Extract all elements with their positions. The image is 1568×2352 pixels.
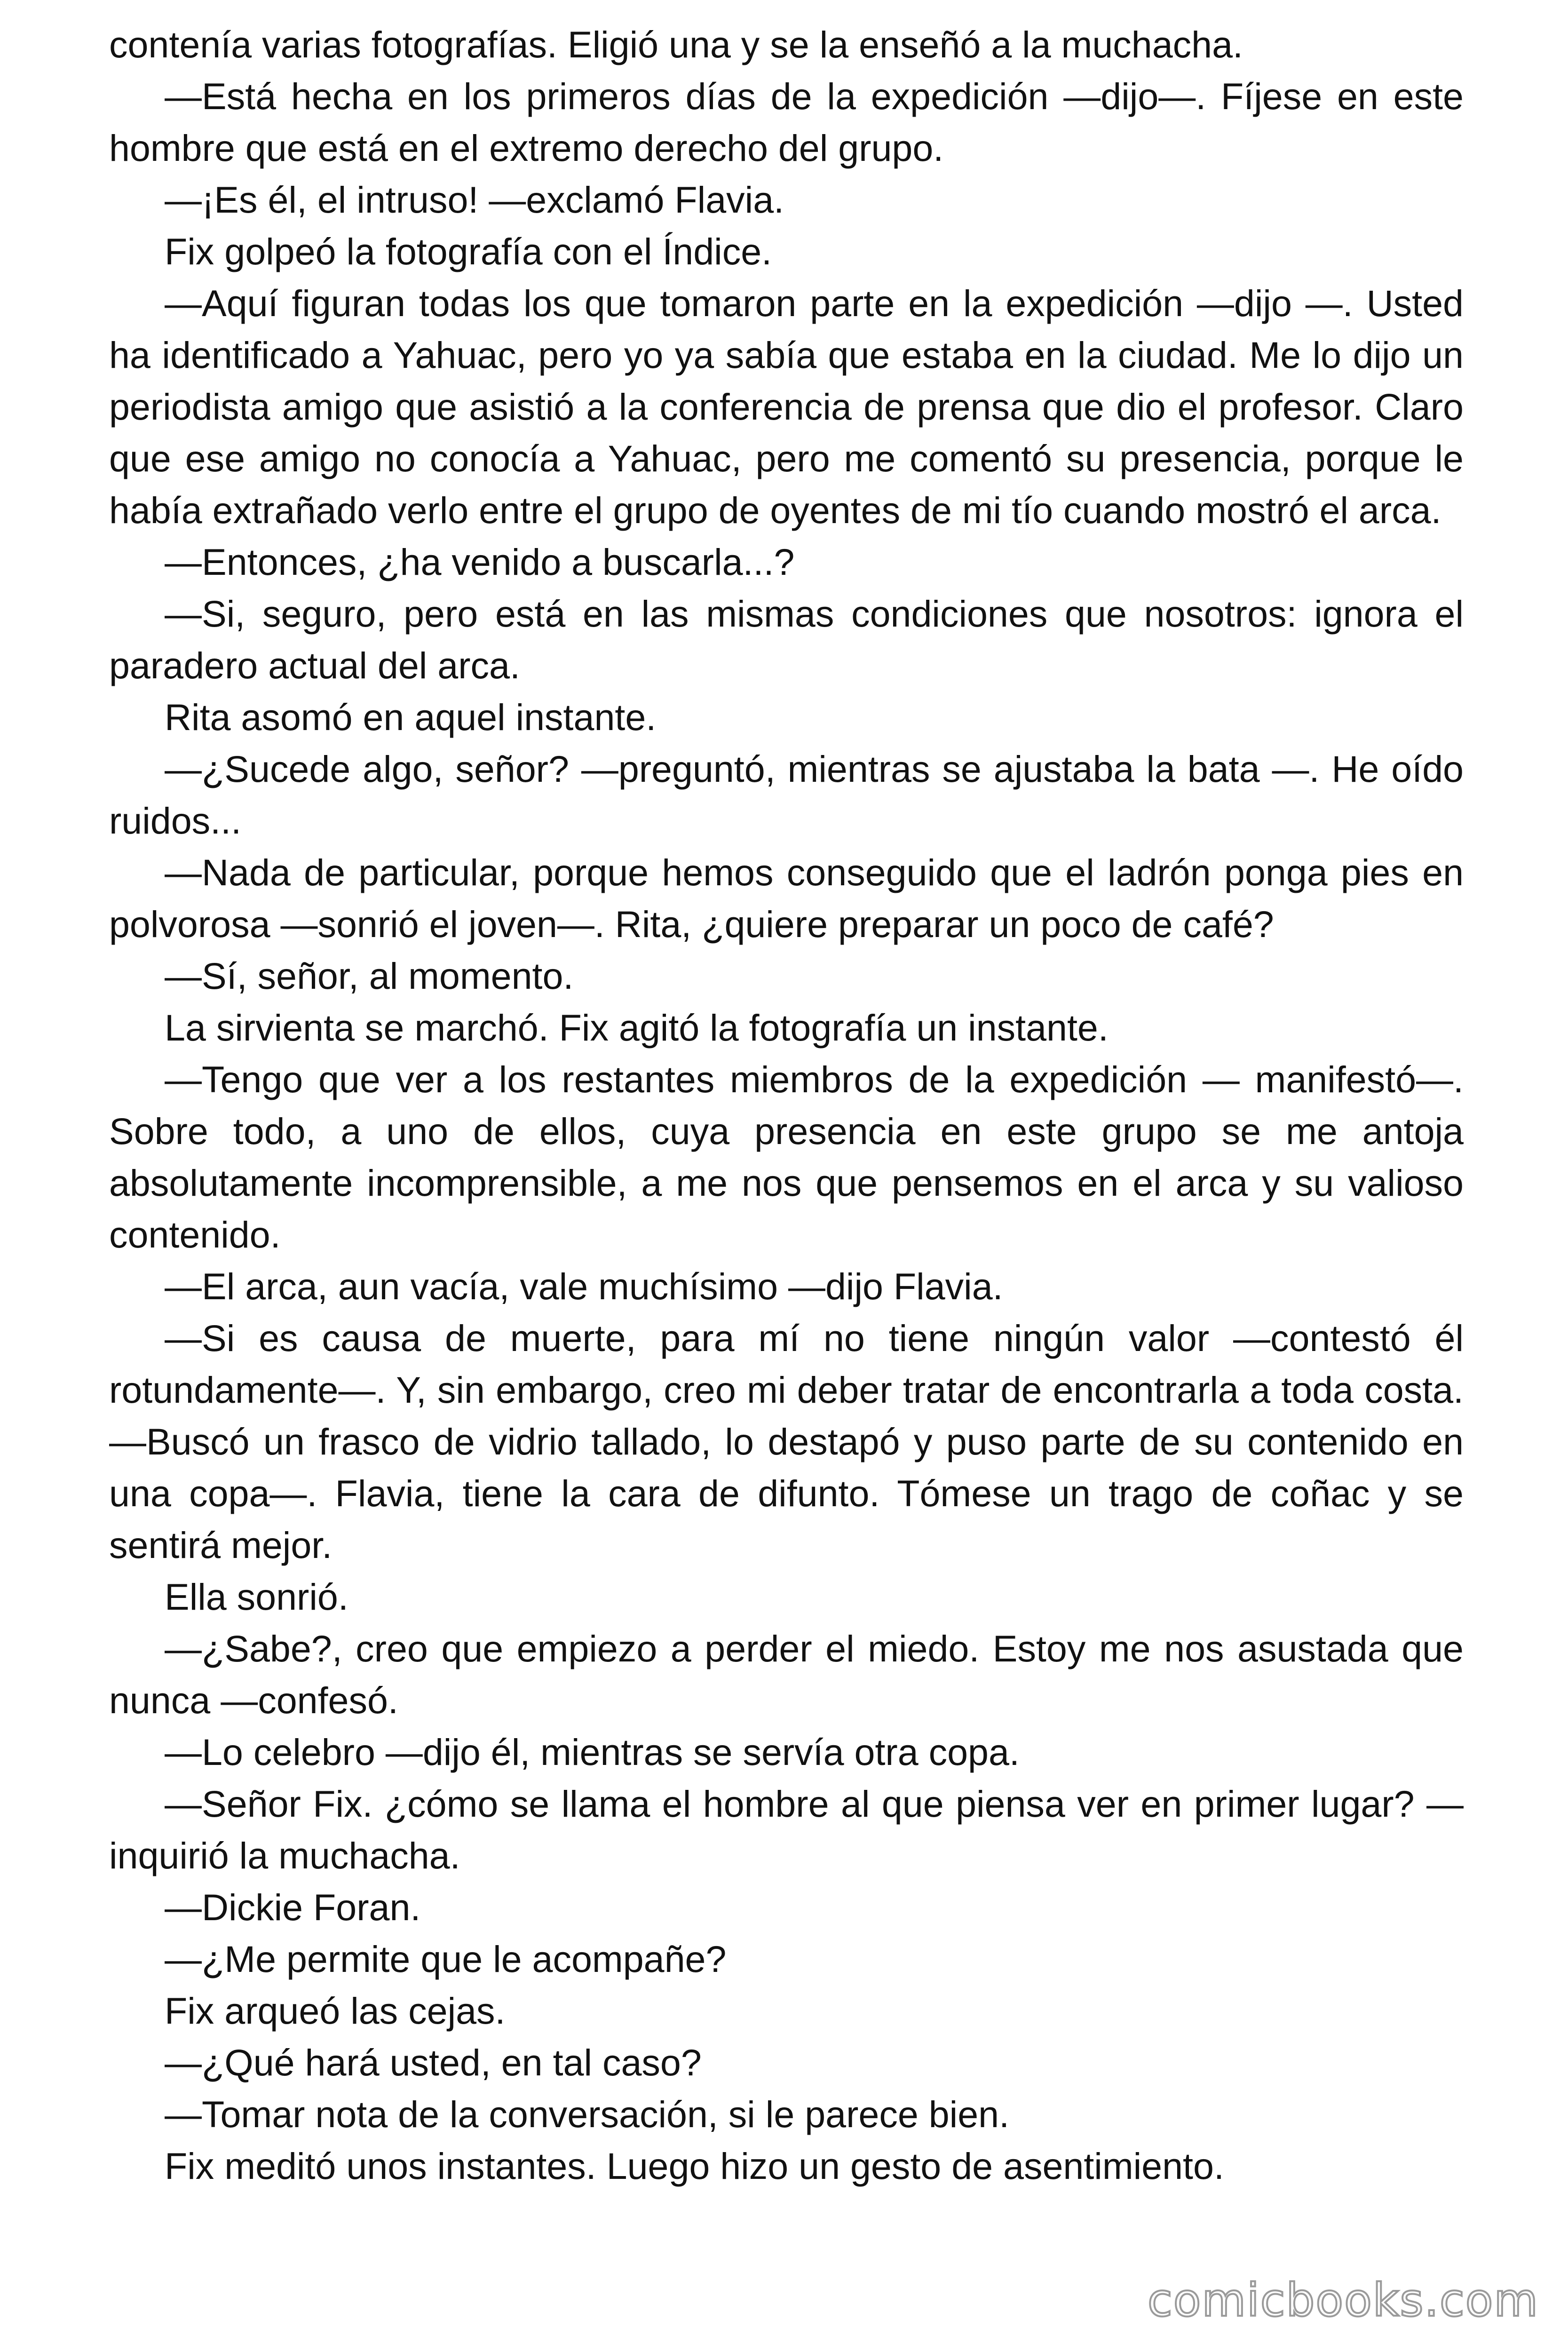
paragraph-1: contenía varias fotografías. Eligió una y se la enseñó a la muchacha. bbox=[109, 24, 1243, 65]
paragraph-14: —El arca, aun vacía, vale muchísimo —dijo Flavia. bbox=[165, 1265, 1003, 1307]
paragraph-25: Fix meditó unos instantes. Luego hizo un gesto de asentimiento. bbox=[165, 2145, 1224, 2187]
paragraph-7: —Si, seguro, pero está en las mismas condiciones que nosotros: ignora el paradero actual del arca. bbox=[109, 593, 1464, 686]
paragraph-3: —¡Es él, el intruso! —exclamó Flavia. bbox=[165, 179, 784, 221]
paragraph-4: Fix golpeó la fotografía con el Índice. bbox=[165, 230, 772, 272]
paragraph-18: —Lo celebro —dijo él, mientras se servía otra copa. bbox=[165, 1731, 1020, 1773]
paragraph-20: —Dickie Foran. bbox=[165, 1886, 421, 1928]
paragraph-21: —¿Me permite que le acompañe? bbox=[165, 1938, 727, 1980]
paragraph-10: —Nada de particular, porque hemos conseguido que el ladrón ponga pies en polvorosa —sonrió el joven—. Rita, ¿quiere preparar un poco de café? bbox=[109, 851, 1464, 945]
paragraph-2: —Está hecha en los primeros días de la expedición —dijo—. Fíjese en este hombre que está en el extremo derecho del grupo. bbox=[109, 75, 1464, 169]
paragraph-19: —Señor Fix. ¿cómo se llama el hombre al que piensa ver en primer lugar? —inquirió la muchacha. bbox=[109, 1783, 1464, 1876]
paragraph-16: Ella sonrió. bbox=[165, 1576, 348, 1618]
paragraph-13: —Tengo que ver a los restantes miembros de la expedición — manifestó—. Sobre todo, a uno de ellos, cuya presencia en este grupo se me antoja absolutamente incomprensible, a me nos que pensemos en el arca y su valioso contenido. bbox=[109, 1058, 1464, 1255]
paragraph-8: Rita asomó en aquel instante. bbox=[165, 696, 657, 738]
paragraph-15: —Si es causa de muerte, para mí no tiene ningún valor —contestó él rotundamente—. Y, sin embargo, creo mi deber tratar de encontrarla a toda costa. —Buscó un frasco de vidrio tallado, lo destapó y puso parte de su contenido en una copa—. Flavia, tiene la cara de difunto. Tómese un trago de coñac y se sentirá mejor. bbox=[109, 1317, 1464, 1566]
paragraph-22: Fix arqueó las cejas. bbox=[165, 1990, 506, 2032]
paragraph-5: —Aquí figuran todas los que tomaron parte en la expedición —dijo —. Usted ha identificado a Yahuac, pero yo ya sabía que estaba en la ciudad. Me lo dijo un periodista amigo que asistió a la conferencia de prensa que dio el profesor. Claro que ese amigo no conocía a Yahuac, pero me comentó su presencia, porque le había extrañado verlo entre el grupo de oyentes de mi tío cuando mostró el arca. bbox=[109, 282, 1464, 531]
paragraph-6: —Entonces, ¿ha venido a buscarla...? bbox=[165, 541, 795, 583]
paragraph-17: —¿Sabe?, creo que empiezo a perder el miedo. Estoy me nos asustada que nunca —confesó. bbox=[109, 1628, 1464, 1721]
paragraph-24: —Tomar nota de la conversación, si le parece bien. bbox=[165, 2093, 1010, 2135]
watermark-logo: comicbooks.com bbox=[1148, 2274, 1539, 2327]
paragraph-12: La sirvienta se marchó. Fix agitó la fotografía un instante. bbox=[165, 1007, 1109, 1049]
paragraph-23: —¿Qué hará usted, en tal caso? bbox=[165, 2042, 702, 2083]
paragraph-11: —Sí, señor, al momento. bbox=[165, 955, 574, 997]
paragraph-9: —¿Sucede algo, señor? —preguntó, mientras se ajustaba la bata —. He oído ruidos... bbox=[109, 748, 1464, 842]
book-page bbox=[109, 19, 1464, 2305]
